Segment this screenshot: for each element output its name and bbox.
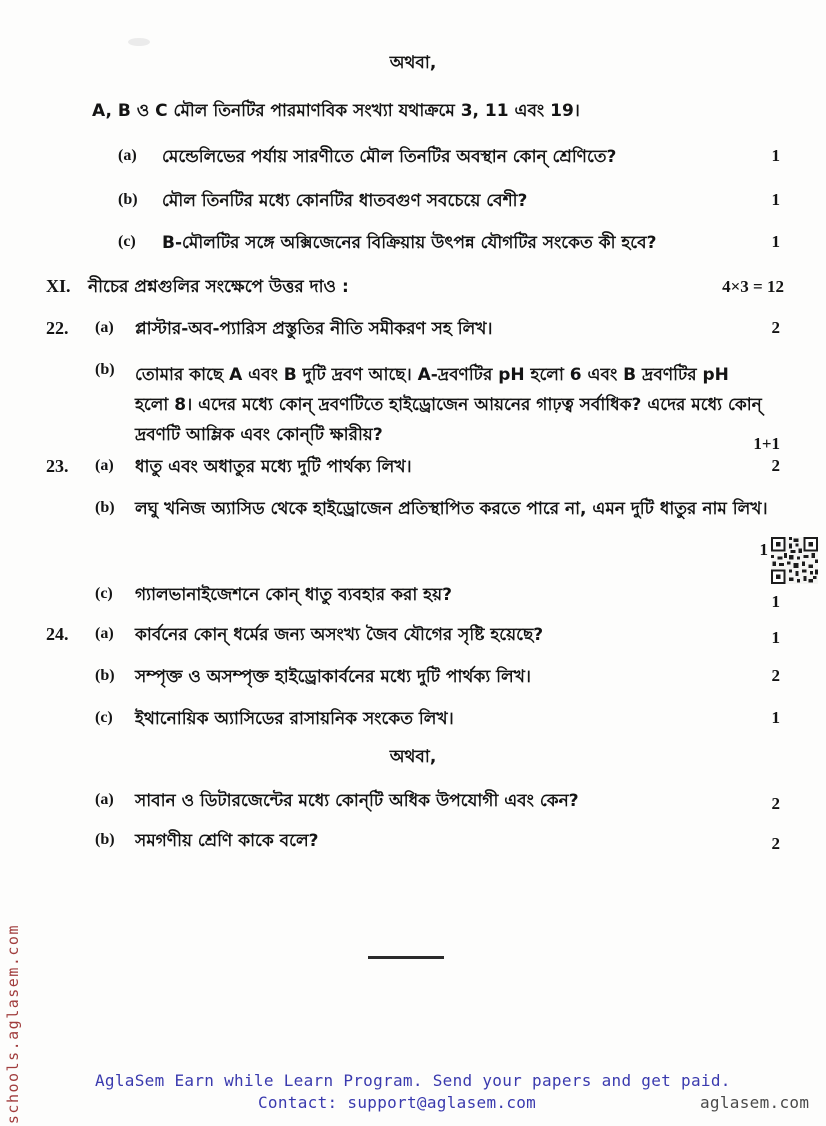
part-label: (a) — [95, 791, 114, 808]
marks-value: 1+1 — [753, 434, 780, 453]
part-text: কার্বনের কোন্ ধর্মের জন্য অসংখ্য জৈব যৌগের সৃষ্টি হয়েছে? — [135, 625, 544, 645]
part-label: (a) — [95, 319, 114, 336]
marks-value: 1 — [759, 540, 768, 559]
marks-value: 1 — [771, 708, 780, 727]
part-text: সমগণীয় শ্রেণি কাকে বলে? — [135, 831, 319, 851]
part-label: (c) — [95, 709, 113, 726]
or-label-bottom: অথবা, — [389, 747, 437, 767]
part-label: (a) — [95, 457, 114, 474]
part-text: সাবান ও ডিটারজেন্টের মধ্যে কোন্‌টি অধিক উপযোগী এবং কেন? — [135, 791, 579, 811]
footer-promo-text: AglaSem Earn while Learn Program. Send your papers and get paid. — [95, 1071, 731, 1090]
scan-smudge — [128, 38, 150, 46]
part-label: (a) — [95, 625, 114, 642]
part-label: (b) — [95, 831, 115, 848]
vertical-watermark: schools.aglasem.com — [4, 923, 22, 1124]
part-label: (b) — [118, 191, 138, 208]
question-intro: A, B ও C মৌল তিনটির পারমাণবিক সংখ্যা যথাক্রমে 3, 11 এবং 19। — [92, 101, 580, 121]
part-text: তোমার কাছে A এবং B দুটি দ্রবণ আছে। A-দ্রবণটির pH হলো 6 এবং B দ্রবণটির pH হলো 8। এদের মধ্যে কোন্ দ্রবণটিতে হাইড্রোজেন আয়নের গাঢ়ত্ব সর্বাধিক? এদের মধ্যে কোন্ দ্রবণটি আম্লিক এবং কোন্‌টি ক্ষারীয়? — [135, 365, 762, 445]
part-text: ইথানোয়িক অ্যাসিডের রাসায়নিক সংকেত লিখ। — [135, 709, 454, 729]
question-number: 23. — [46, 456, 69, 476]
marks-value: 1 — [771, 190, 780, 209]
marks-value: 1 — [771, 628, 780, 647]
question-number: 22. — [46, 318, 69, 338]
footer-contact-text: Contact: support@aglasem.com — [258, 1093, 537, 1112]
part-text: B-মৌলটির সঙ্গে অক্সিজেনের বিক্রিয়ায় উৎপন্ন যৌগটির সংকেত কী হবে? — [162, 233, 657, 253]
question-part — [0, 360, 826, 456]
part-text: প্লাস্টার-অব-প্যারিস প্রস্তুতির নীতি সমীকরণ সহ লিখ। — [135, 319, 493, 339]
part-label: (c) — [95, 585, 113, 602]
part-text: মেন্ডেলিভের পর্যায় সারণীতে মৌল তিনটির অবস্থান কোন্ শ্রেণিতে? — [162, 147, 617, 167]
part-text: মৌল তিনটির মধ্যে কোনটির ধাতবগুণ সবচেয়ে বেশী? — [162, 191, 528, 211]
footer-site-text: aglasem.com — [700, 1093, 810, 1112]
or-label-top: অথবা, — [389, 53, 437, 73]
marks-value: 2 — [771, 794, 780, 813]
marks-value: 2 — [771, 666, 780, 685]
marks-value: 1 — [771, 232, 780, 251]
qr-code-icon — [771, 537, 818, 584]
marks-value: 2 — [771, 456, 780, 475]
part-text: গ্যালভানাইজেশনে কোন্ ধাতু ব্যবহার করা হয়? — [135, 585, 452, 605]
part-label: (b) — [95, 499, 115, 516]
end-divider — [368, 956, 444, 959]
section-number: XI. — [46, 276, 71, 296]
part-label: (a) — [118, 147, 137, 164]
part-label: (c) — [118, 233, 136, 250]
part-text: লঘু খনিজ অ্যাসিড থেকে হাইড্রোজেন প্রতিস্থাপিত করতে পারে না, এমন দুটি ধাতুর নাম লিখ। — [135, 499, 768, 519]
part-text: ধাতু এবং অধাতুর মধ্যে দুটি পার্থক্য লিখ। — [135, 457, 412, 477]
section-title: নীচের প্রশ্নগুলির সংক্ষেপে উত্তর দাও : — [88, 277, 349, 297]
part-label: (b) — [95, 361, 115, 378]
part-text: সম্পৃক্ত ও অসম্পৃক্ত হাইড্রোকার্বনের মধ্যে দুটি পার্থক্য লিখ। — [135, 667, 531, 687]
question-number: 24. — [46, 624, 69, 644]
marks-value: 2 — [771, 318, 780, 337]
part-label: (b) — [95, 667, 115, 684]
marks-value: 1 — [771, 146, 780, 165]
section-marks: 4×3 = 12 — [722, 277, 784, 296]
marks-value: 1 — [771, 592, 780, 611]
marks-value: 2 — [771, 834, 780, 853]
